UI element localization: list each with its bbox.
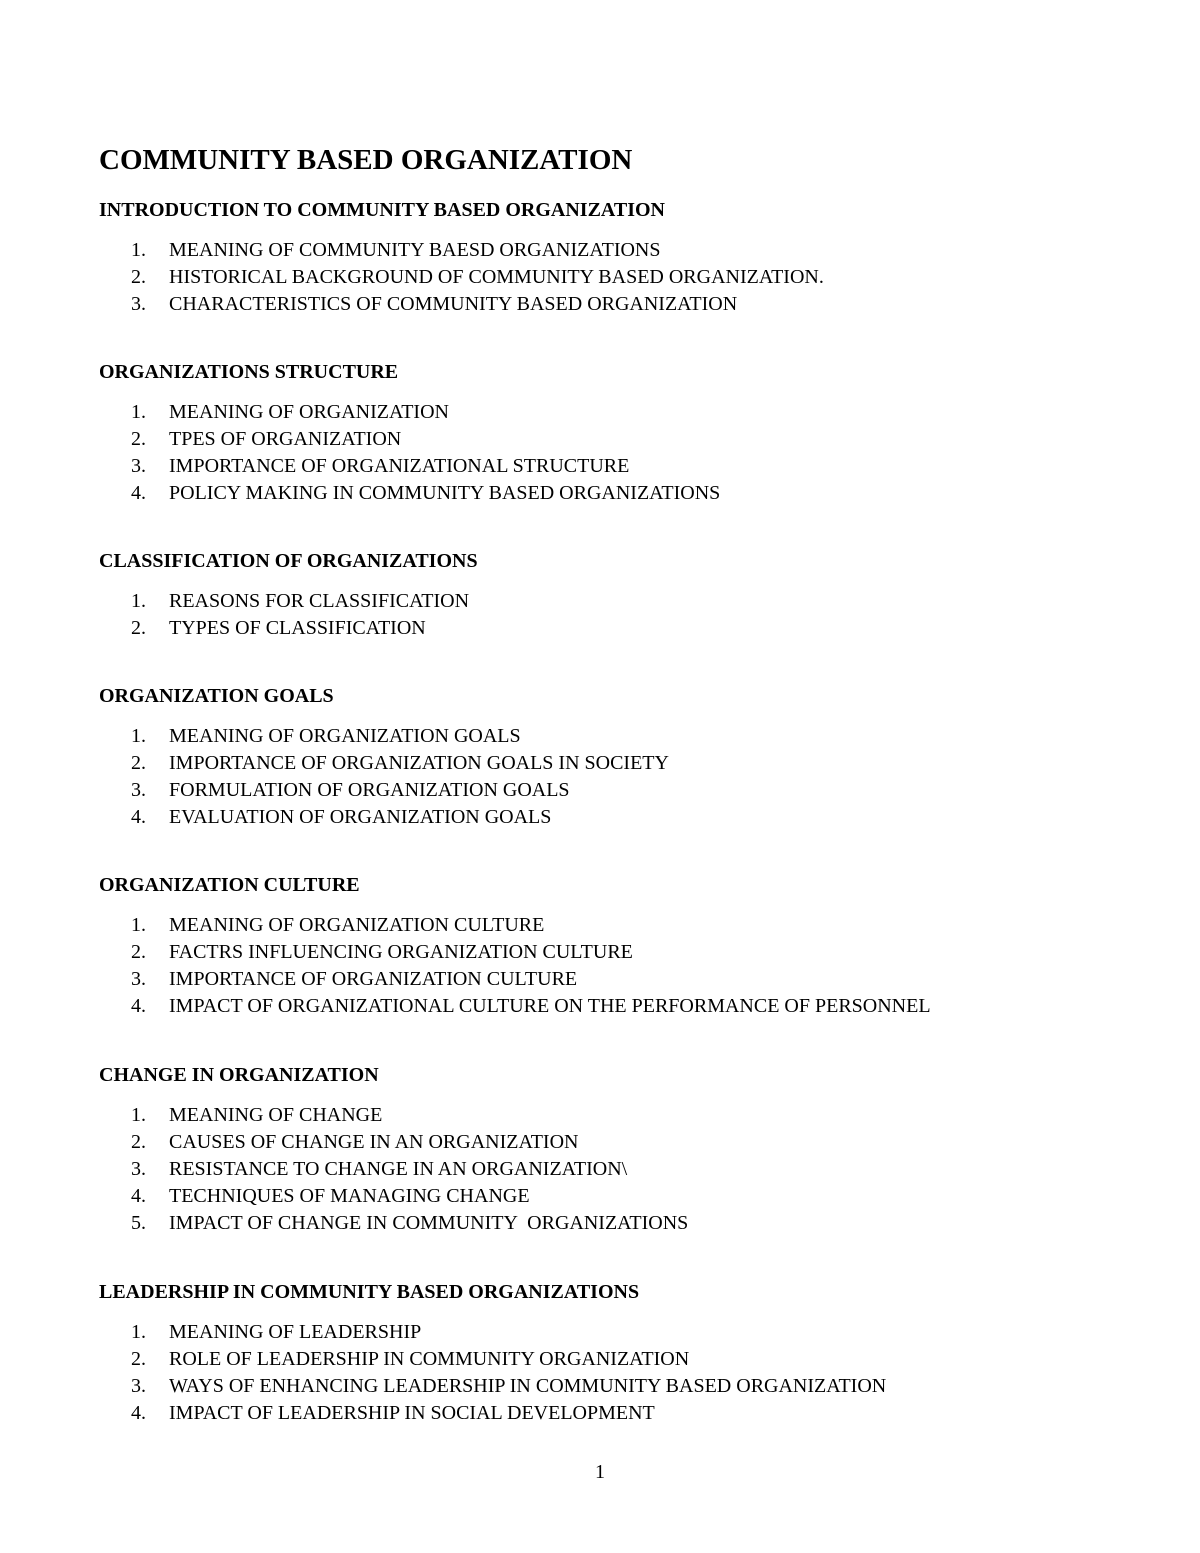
item-number: 2.: [131, 617, 146, 639]
item-text: RESISTANCE TO CHANGE IN AN ORGANIZATION\: [169, 1158, 628, 1180]
item-number: 4.: [131, 482, 146, 504]
item-text: IMPORTANCE OF ORGANIZATIONAL STRUCTURE: [169, 455, 630, 477]
list-item: [99, 588, 478, 615]
topic-list: [99, 588, 478, 642]
item-text: MEANING OF CHANGE: [169, 1104, 383, 1126]
item-text: POLICY MAKING IN COMMUNITY BASED ORGANIZATIONS: [169, 482, 721, 504]
list-item: [99, 264, 824, 291]
list-item: [99, 237, 665, 264]
list-item: [99, 1346, 690, 1373]
item-text: REASONS FOR CLASSIFICATION: [169, 590, 470, 612]
item-number: 2.: [131, 1348, 146, 1370]
section-organizations-structure: [99, 359, 721, 507]
list-item: [99, 453, 630, 480]
item-number: 4.: [131, 1185, 146, 1207]
item-number: 1.: [131, 1104, 146, 1126]
section-leadership: [99, 1279, 887, 1427]
list-item: [99, 615, 478, 642]
list-item: [99, 966, 578, 993]
section-heading: ORGANIZATION GOALS: [99, 685, 334, 707]
section-classification: [99, 548, 478, 642]
item-number: 2.: [131, 752, 146, 774]
item-text: MEANING OF ORGANIZATION GOALS: [169, 725, 521, 747]
topic-list: [99, 399, 721, 507]
list-item: [99, 993, 931, 1020]
topic-list: [99, 1102, 689, 1237]
section-heading: CLASSIFICATION OF ORGANIZATIONS: [99, 550, 478, 572]
list-item: [99, 777, 570, 804]
item-text: CAUSES OF CHANGE IN AN ORGANIZATION: [169, 1131, 579, 1153]
list-item: [99, 1156, 628, 1183]
list-item: [99, 1210, 689, 1237]
list-item: [99, 1319, 639, 1346]
section-heading: CHANGE IN ORGANIZATION: [99, 1064, 379, 1086]
item-number: 1.: [131, 239, 146, 261]
item-text: MEANING OF ORGANIZATION CULTURE: [169, 914, 545, 936]
list-item: [99, 912, 545, 939]
page-number: 1: [595, 1461, 605, 1483]
item-number: 3.: [131, 968, 146, 990]
item-text: ROLE OF LEADERSHIP IN COMMUNITY ORGANIZATION: [169, 1348, 690, 1370]
item-text: IMPORTANCE OF ORGANIZATION GOALS IN SOCIETY: [169, 752, 669, 774]
section-introduction: [99, 197, 824, 318]
section-heading: INTRODUCTION TO COMMUNITY BASED ORGANIZATION: [99, 199, 665, 221]
item-text: IMPACT OF ORGANIZATIONAL CULTURE ON THE PERFORMANCE OF PERSONNEL: [169, 995, 931, 1017]
item-text: TPES OF ORGANIZATION: [169, 428, 402, 450]
topic-list: [99, 723, 669, 831]
item-text: EVALUATION OF ORGANIZATION GOALS: [169, 806, 552, 828]
item-number: 3.: [131, 1158, 146, 1180]
list-item: [99, 1183, 530, 1210]
section-organization-goals: [99, 683, 669, 831]
item-text: IMPACT OF CHANGE IN COMMUNITY ORGANIZATIONS: [169, 1212, 689, 1234]
section-organization-culture: [99, 872, 931, 1020]
list-item: [99, 750, 669, 777]
section-heading: ORGANIZATIONS STRUCTURE: [99, 361, 399, 383]
list-item: [99, 723, 521, 750]
document-title: COMMUNITY BASED ORGANIZATION: [99, 144, 633, 176]
list-item: [99, 399, 449, 426]
item-text: FORMULATION OF ORGANIZATION GOALS: [169, 779, 570, 801]
topic-list: [99, 1319, 887, 1427]
list-item: [99, 1102, 383, 1129]
section-change-in-organization: [99, 1062, 689, 1237]
list-item: [99, 291, 738, 318]
item-text: IMPACT OF LEADERSHIP IN SOCIAL DEVELOPMENT: [169, 1402, 655, 1424]
item-text: WAYS OF ENHANCING LEADERSHIP IN COMMUNITY BASED ORGANIZATION: [169, 1375, 887, 1397]
item-text: IMPORTANCE OF ORGANIZATION CULTURE: [169, 968, 578, 990]
item-number: 3.: [131, 1375, 146, 1397]
item-text: HISTORICAL BACKGROUND OF COMMUNITY BASED ORGANIZATION.: [169, 266, 824, 288]
item-text: MEANING OF ORGANIZATION: [169, 401, 449, 423]
item-text: FACTRS INFLUENCING ORGANIZATION CULTURE: [169, 941, 633, 963]
item-number: 4.: [131, 995, 146, 1017]
item-number: 2.: [131, 941, 146, 963]
item-number: 4.: [131, 1402, 146, 1424]
list-item: [99, 939, 633, 966]
item-number: 1.: [131, 725, 146, 747]
item-number: 4.: [131, 806, 146, 828]
item-number: 2.: [131, 428, 146, 450]
topic-list: [99, 912, 931, 1020]
item-number: 3.: [131, 455, 146, 477]
list-item: [99, 804, 552, 831]
section-heading: LEADERSHIP IN COMMUNITY BASED ORGANIZATIONS: [99, 1281, 640, 1303]
item-number: 5.: [131, 1212, 146, 1234]
item-text: MEANING OF COMMUNITY BAESD ORGANIZATIONS: [169, 239, 661, 261]
list-item: [99, 1373, 887, 1400]
item-text: TECHNIQUES OF MANAGING CHANGE: [169, 1185, 530, 1207]
item-number: 1.: [131, 914, 146, 936]
item-number: 1.: [131, 401, 146, 423]
list-item: [99, 1400, 655, 1427]
list-item: [99, 480, 721, 507]
item-number: 3.: [131, 779, 146, 801]
item-number: 2.: [131, 266, 146, 288]
section-heading: ORGANIZATION CULTURE: [99, 874, 360, 896]
topic-list: [99, 237, 824, 318]
list-item: [99, 1129, 579, 1156]
item-number: 2.: [131, 1131, 146, 1153]
item-number: 1.: [131, 590, 146, 612]
item-number: 3.: [131, 293, 146, 315]
item-text: MEANING OF LEADERSHIP: [169, 1321, 422, 1343]
item-text: CHARACTERISTICS OF COMMUNITY BASED ORGANIZATION: [169, 293, 738, 315]
item-text: TYPES OF CLASSIFICATION: [169, 617, 426, 639]
item-number: 1.: [131, 1321, 146, 1343]
list-item: [99, 426, 402, 453]
